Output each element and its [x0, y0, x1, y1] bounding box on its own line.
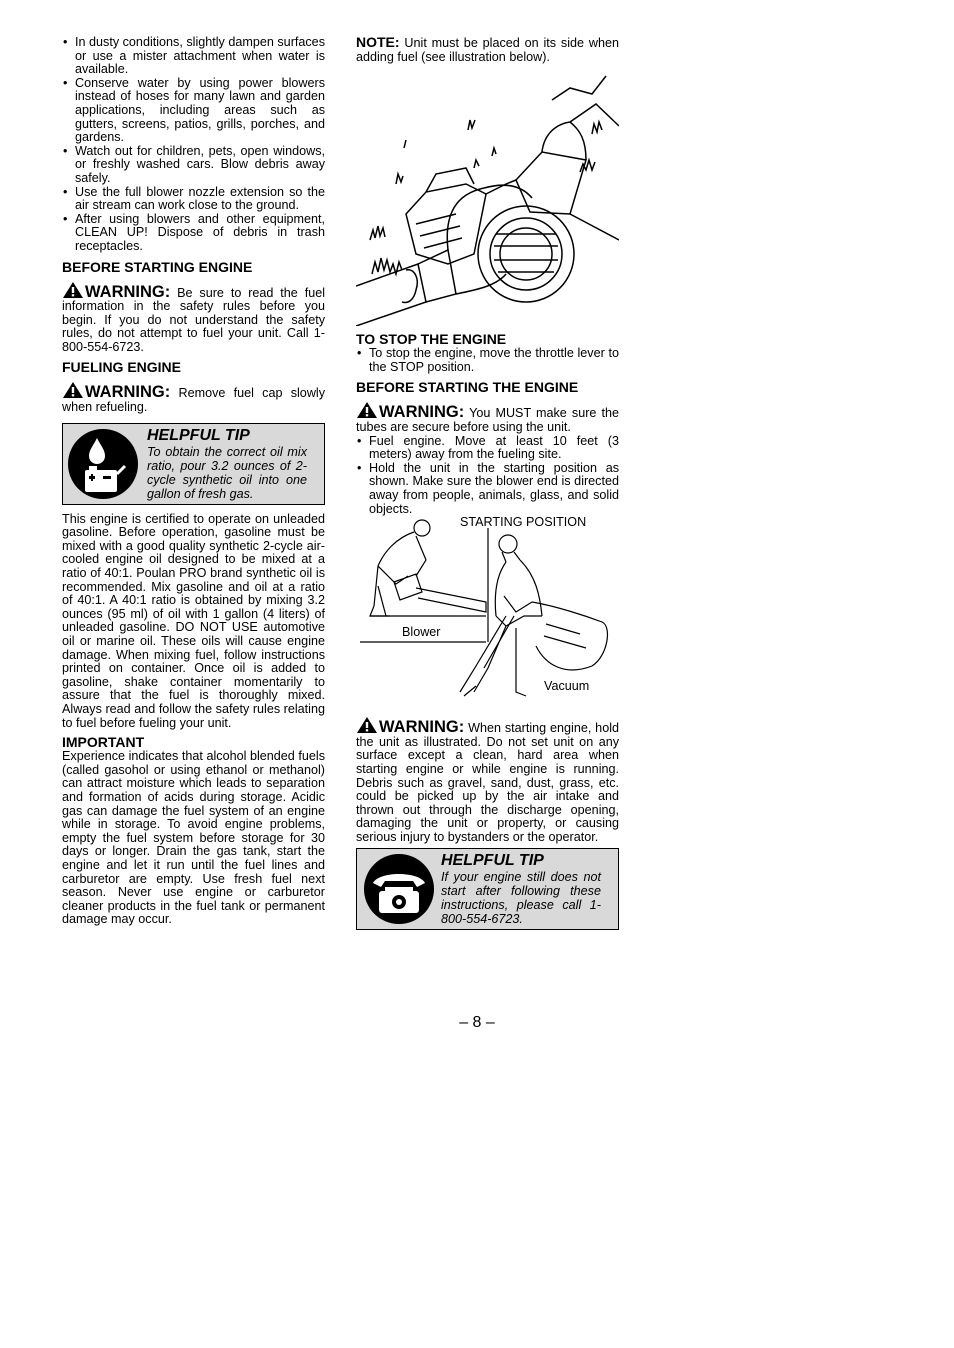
page-number: – 8 – — [459, 1014, 495, 1031]
starting-position-label: STARTING POSITION — [460, 515, 587, 530]
warning-triangle-icon — [356, 716, 378, 734]
warning-block-1 — [62, 281, 325, 355]
warning-label: WARNING: — [85, 383, 171, 402]
starting-list — [356, 435, 619, 517]
stop-engine-heading: TO STOP THE ENGINE — [356, 331, 507, 348]
telephone-icon — [361, 851, 437, 927]
fueling-heading: FUELING ENGINE — [62, 359, 182, 376]
warning-text: Remove fuel cap slowly when refueling. — [62, 386, 326, 415]
warning-triangle-icon — [62, 381, 84, 399]
tip-title: HELPFUL TIP — [147, 426, 250, 444]
list-item: • Watch out for children, pets, open windows, or freshly washed cars. Blow debris away safely. — [62, 145, 325, 186]
warning-block-3 — [356, 401, 619, 434]
warning-triangle-icon — [356, 401, 378, 419]
helpful-tip-box-1 — [62, 423, 325, 505]
warning-text: You MUST make sure the tubes are secure before using the unit. — [356, 406, 619, 434]
important-paragraph: Experience indicates that alcohol blended fuels (called gasohol or using ethanol or methanol) can attract moisture which leads to separation and formation of acids during storage. Acidic gas can damage the fuel system of an engine while in storage. To avoid engine problems, empty the fuel system before storage for 30 days or longer. Drain the gas tank, start the engine and let it run until the fuel lines and carburetor are empty. Use fresh fuel next season. Never use engine or carburetor cleaner products in the fuel tank or permanent damage may occur. — [62, 749, 325, 927]
stop-list — [356, 347, 619, 374]
before-starting-heading: BEFORE STARTING ENGINE — [62, 258, 253, 275]
list-item: • Use the full blower nozzle extension so the air stream can work close to the ground. — [62, 186, 325, 213]
list-item: • In dusty conditions, slightly dampen surfaces or use a mister attachment when water is available. — [62, 36, 325, 77]
tip-title: HELPFUL TIP — [441, 852, 544, 870]
warning-label: WARNING: — [379, 718, 465, 737]
tip-content — [147, 427, 307, 501]
list-item: • To stop the engine, move the throttle lever to the STOP position. — [356, 347, 619, 374]
helpful-tip-box-2 — [356, 848, 619, 930]
tip-content — [441, 852, 601, 926]
list-item: • Fuel engine. Move at least 10 feet (3 meters) away from the fueling site. — [356, 435, 619, 462]
starting-position-illustration — [356, 516, 619, 714]
right-column — [356, 36, 619, 930]
list-item: • Hold the unit in the starting position as shown. Make sure the blower end is directed away from people, animals, glass, and solid objects. — [356, 462, 619, 516]
warning-label: WARNING: — [379, 403, 465, 422]
note-label: NOTE: — [356, 34, 400, 50]
left-column — [62, 36, 325, 927]
warning-block-4 — [356, 716, 619, 844]
vacuum-label: Vacuum — [544, 679, 590, 694]
fueling-illustration — [356, 64, 619, 326]
warning-label: WARNING: — [85, 282, 171, 301]
note — [356, 36, 619, 64]
warning-block-2 — [62, 381, 325, 414]
tips-list — [62, 36, 325, 254]
important-heading: IMPORTANT — [62, 734, 145, 751]
fuel-drop-icon — [65, 426, 141, 502]
warning-triangle-icon — [62, 281, 84, 299]
tip-text: To obtain the correct oil mix ratio, pour 3.2 ounces of 2-cycle synthetic oil into one gallon of fresh gas. — [147, 444, 307, 501]
blower-fueling-drawing — [356, 64, 619, 326]
list-item: • Conserve water by using power blowers instead of hoses for many lawn and garden applications, including areas such as gutters, screens, patios, grills, porches, and gardens. — [62, 77, 325, 145]
blower-label: Blower — [402, 625, 441, 640]
tip-text: If your engine still does not start after following these instructions, please call 1-800-554-6723. — [441, 870, 601, 927]
note-text: Unit must be placed on its side when adding fuel (see illustration below). — [356, 36, 619, 64]
before-starting-the-engine-heading: BEFORE STARTING THE ENGINE — [356, 379, 579, 396]
fuel-paragraph: This engine is certified to operate on unleaded gasoline. Before operation, gasoline must be mixed with a good quality synthetic 2-cycle air-cooled engine oil designed to be mixed at a ratio of 40:1. Poulan PRO brand synthetic oil is recommended. Mix gasoline and oil at a ratio of 40:1. A 40:1 ratio is obtained by mixing 3.2 ounces (95 ml) of oil with 1 gallon (4 liters) of unleaded gasoline. DO NOT USE automotive oil or marine oil. These oils will cause engine damage. When mixing fuel, follow instructions printed on container. Once oil is added to gasoline, shake container momentarily to assure that the fuel is thoroughly mixed. Always read and follow the safety rules relating to fuel before fueling your unit. — [62, 511, 325, 730]
list-item: • After using blowers and other equipment, CLEAN UP! Dispose of debris in trash receptacles. — [62, 213, 325, 254]
warning-text: Be sure to read the fuel information in the safety rules before you begin. If you do not understand the safety rules, do not attempt to fuel your unit. Call 1-800-554-6723. — [62, 285, 325, 354]
warning-text: When starting engine, hold the unit as illustrated. Do not set unit on any surface except a clean, hard area when starting engine or while engine is running. Debris such as gravel, sand, dust, grass, etc. could be picked up by the air intake and thrown out through the discharge opening, damaging the unit or property, or causing serious injury to bystanders or the operator. — [356, 721, 619, 844]
